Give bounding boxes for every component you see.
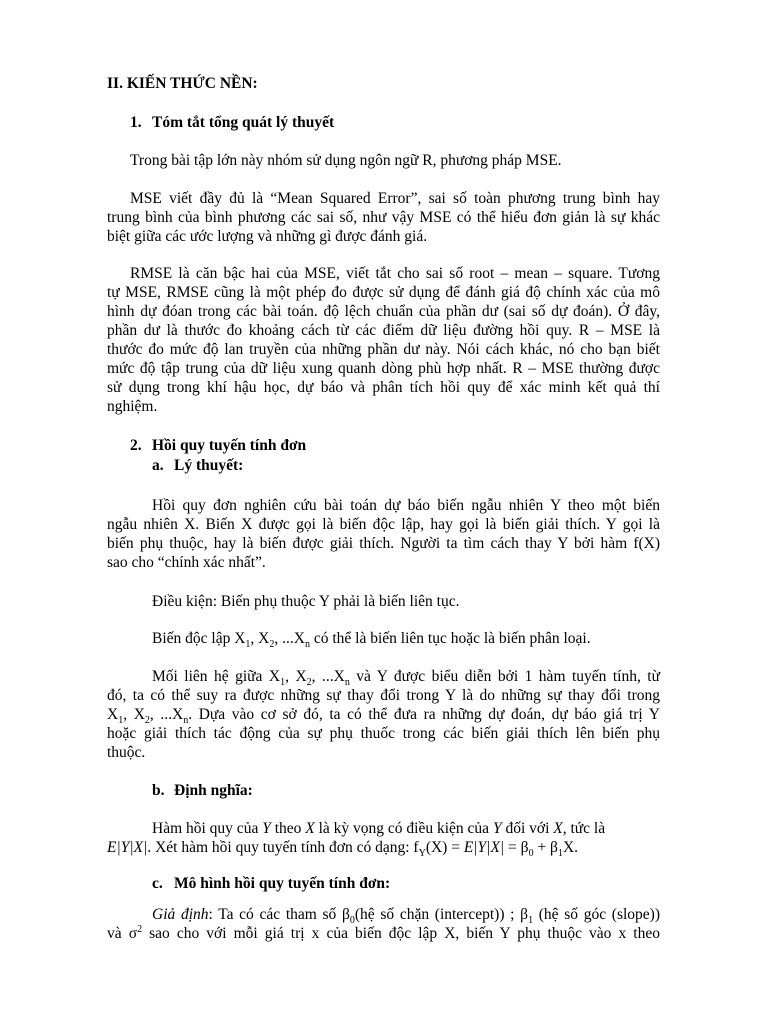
paragraph-8-line: Hàm hồi quy của Y theo X là kỳ vọng có điều kiện của Y đối với X, tức là [152, 820, 606, 837]
paragraph-4-line: biến phụ thuộc, hay là biến được giải thích. Người ta tìm cách thay Y bởi hàm f(X) [107, 535, 660, 552]
paragraph-7-line: hoặc giải thích tác động của sự phụ thuốc trong các biến giải thích lên biến phụ [107, 725, 660, 742]
paragraph-4-line: Hồi quy đơn nghiên cứu bài toán dự báo biến ngẫu nhiên Y theo một biến [152, 497, 660, 514]
paragraph-3-line: nghiệm. [107, 398, 158, 415]
paragraph-9-line: và $\sigma^2$ sao cho với mỗi giá trị x của biến độc lập X, biến Y phụ thuộc vào x theo [107, 923, 660, 942]
section-title: II. KIẾN THỨC NỀN: [107, 75, 258, 92]
paragraph-3-line: RMSE là căn bậc hai của MSE, viết tắt cho sai số root – mean – square. Tương [130, 265, 660, 282]
paragraph-3-line: thước đo mức độ lan truyền của những phần dư này. Nói cách khác, nó cho bạn biết [107, 341, 660, 358]
paragraph-2-line: trung bình của bình phương các sai số, như vậy MSE có thể hiểu đơn giản là sự khác [107, 209, 660, 226]
heading-2b-number: b. [152, 782, 165, 799]
paragraph-3-line: hình dự đóan trong các bài toán. độ lệch chuẩn của phần dư (sai số dự đoán). Ở đây, [107, 303, 660, 320]
paragraph-7-line: thuộc. [107, 744, 146, 761]
heading-2c: Mô hình hồi quy tuyến tính đơn: [174, 875, 391, 892]
heading-2c-number: c. [152, 875, 163, 892]
paragraph-4-line: ngẫu nhiên X. Biến X được gọi là biến độc lập, hay gọi là biến giải thích. Y gọi là [107, 516, 660, 533]
paragraph-7-line: $X_1$, $X_2$, $...X_n$. Dựa vào cơ sở đó, ta có thể đưa ra những dự đoán, dự báo giá trị Y [107, 706, 660, 727]
heading-1: Tóm tắt tổng quát lý thuyết [152, 114, 335, 131]
conditional-expectation: E|Y|X| [463, 839, 505, 856]
heading-2a: Lý thuyết: [174, 457, 244, 474]
paragraph-9-line: Giả định: Ta có các tham số $\beta_0(hệ$ số chặn (intercept)) ; $\beta_1$ (hệ số góc (slope)) [152, 906, 660, 927]
paragraph-1-line: Trong bài tập lớn này nhóm sử dụng ngôn ngữ R, phương pháp MSE. [130, 152, 562, 169]
heading-2b: Định nghĩa: [174, 782, 253, 799]
paragraph-8-line: E|Y|X|. Xét hàm hồi quy tuyến tính đơn có dạng: $f_Y(X) = E|Y|X| = \beta_0 + \beta_1X$. [107, 839, 579, 860]
paragraph-3-line: phần dư là thước đo khoảng cách từ các điểm dữ liệu đường hồi quy. R – MSE là [107, 322, 660, 339]
paragraph-3-line: sử dụng trong khí hậu học, dự báo và phân tích hồi quy để xác minh kết quả thí [107, 379, 660, 396]
heading-1-number: 1. [130, 114, 142, 131]
paragraph-7-line: đó, ta có thể suy ra được những sự thay đổi trong Y là do những sự thay đổi trong [107, 687, 660, 704]
paragraph-6-line: Biến độc lập $X_1$, $X_2$, $...X_n$ có thể là biến liên tục hoặc là biến phân loại. [152, 630, 591, 651]
paragraph-2-line: biệt giữa các ước lượng và những gì được đánh giá. [107, 228, 428, 245]
paragraph-4-line: sao cho “chính xác nhất”. [107, 554, 266, 571]
heading-2a-number: a. [152, 457, 164, 474]
paragraph-3-line: mức độ tập trung của dữ liệu xung quanh dòng phù hợp nhất. R – MSE thường được [107, 360, 660, 377]
heading-2-number: 2. [130, 437, 142, 454]
conditional-expectation: E|Y|X| [107, 839, 148, 856]
heading-2: Hồi quy tuyến tính đơn [152, 437, 307, 454]
paragraph-2-line: MSE viết đầy đủ là “Mean Squared Error”, sai số toàn phương trung bình hay [130, 190, 660, 207]
paragraph-7-line: Mối liên hệ giữa $X_1$, $X_2$, $...X_n$ và Y được biểu diễn bởi 1 hàm tuyến tính, từ [152, 668, 661, 689]
paragraph-3-line: tự MSE, RMSE cũng là một phép đo được sử dụng để đánh giá độ chính xác của mô [107, 284, 660, 301]
paragraph-5-line: Điều kiện: Biến phụ thuộc Y phải là biến liên tục. [152, 593, 460, 610]
